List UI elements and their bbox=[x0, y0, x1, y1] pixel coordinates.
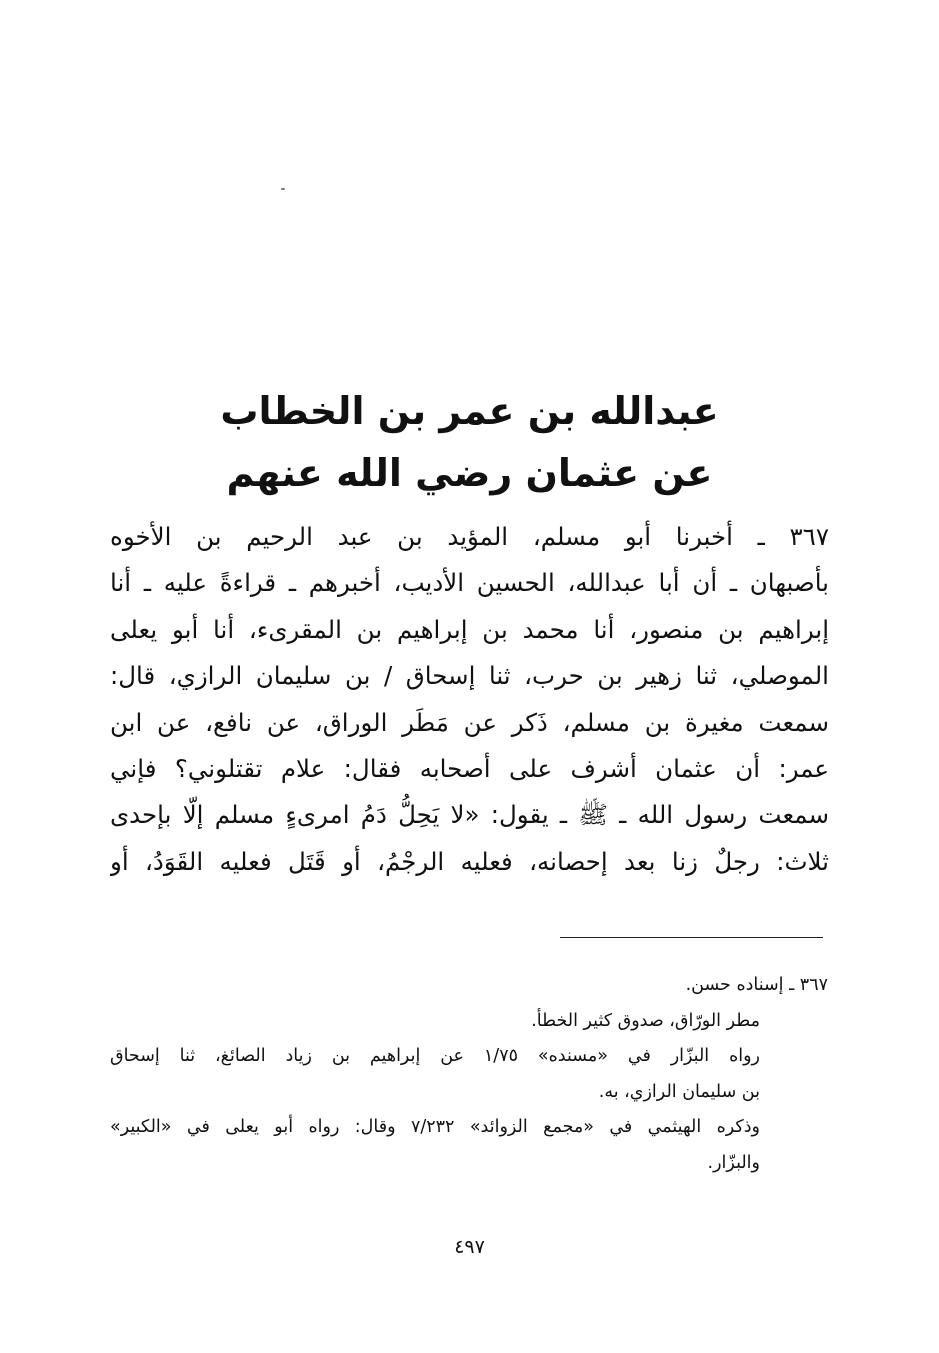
footnote-line-4: بن سليمان الرازي، به. bbox=[598, 1081, 760, 1102]
body-line-6: عمر: أن عثمان أشرف على أصحابه فقال: علام تقتلوني؟ فإني bbox=[110, 753, 829, 783]
chapter-heading bbox=[120, 380, 819, 504]
hadith-text bbox=[110, 514, 829, 885]
heading-line-1: عبدالله بن عمر بن الخطاب bbox=[220, 389, 719, 433]
body-line-1: ٣٦٧ ـ أخبرنا أبو مسلم، المؤيد بن عبد الرحيم بن الأخوه bbox=[110, 522, 829, 551]
body-line-4: الموصلي، ثنا زهير بن حرب، ثنا إسحاق / بن سليمان الرازي، قال: bbox=[110, 661, 829, 691]
footnote-divider bbox=[560, 937, 823, 938]
heading-line-2: عن عثمان رضي الله عنهم bbox=[226, 451, 713, 495]
page-number: ٤٩٧ bbox=[454, 1236, 485, 1258]
scan-speck bbox=[281, 188, 285, 190]
footnote-line-6: والبزّار. bbox=[707, 1152, 760, 1173]
body-line-8: ثلاث: رجلٌ زنا بعد إحصانه، فعليه الرجْمُ، أو قَتَل فعليه القَوَدُ، أو bbox=[110, 846, 829, 876]
footnote-line-3: رواه البزّار في «مسنده» ١/٧٥ عن إبراهيم بن زياد الصائغ، ثنا إسحاق bbox=[110, 1046, 760, 1066]
footnotes bbox=[110, 968, 828, 1181]
footnote-line-1: ٣٦٧ ـ إسناده حسن. bbox=[685, 975, 828, 995]
footnote-line-5: وذكره الهيثمي في «مجمع الزوائد» ٧/٢٣٢ وقال: رواه أبو يعلى في «الكبير» bbox=[110, 1117, 760, 1137]
body-line-5: سمعت مغيرة بن مسلم، ذَكر عن مَطَر الوراق، عن نافع، عن ابن bbox=[110, 707, 829, 737]
footnote-line-2: مطر الورّاق، صدوق كثير الخطأ. bbox=[531, 1010, 760, 1031]
body-line-7: سمعت رسول الله ـ ﷺ ـ يقول: «لا يَحِلُّ دَمُ امرىءٍ مسلم إلّا بإحدى bbox=[110, 800, 829, 830]
body-line-2: بأصبهان ـ أن أبا عبدالله، الحسين الأديب، أخبرهم ـ قراءةً عليه ـ أنا bbox=[110, 568, 829, 598]
body-line-3: إبراهيم بن منصور، أنا محمد بن إبراهيم بن المقرىء، أنا أبو يعلى bbox=[110, 614, 829, 644]
